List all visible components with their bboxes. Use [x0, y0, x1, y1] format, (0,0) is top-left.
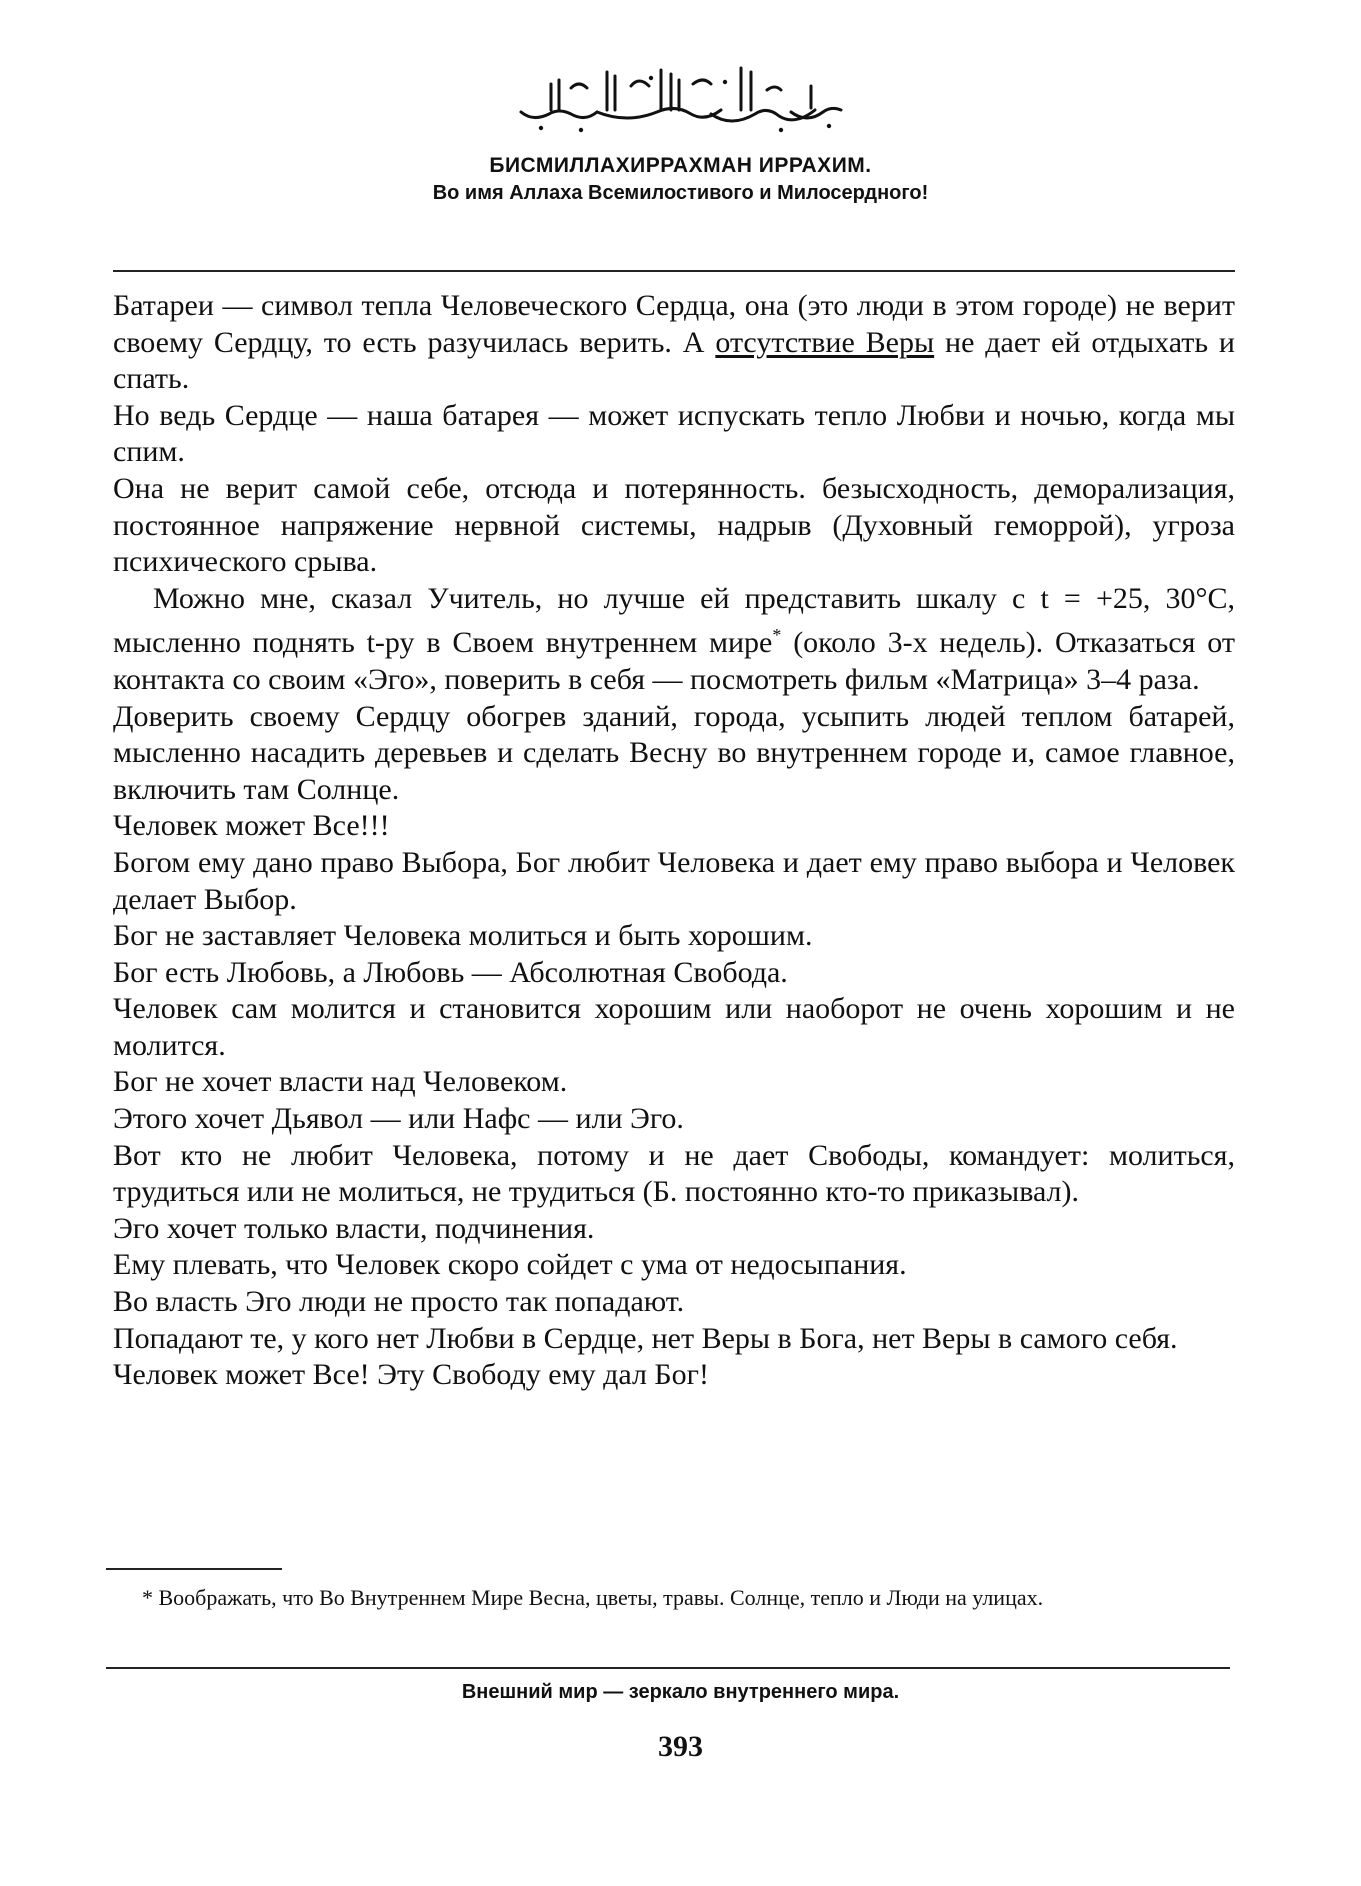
footnote: * Воображать, что Во Внутреннем Мире Весна, цветы, травы. Солнце, тепло и Люди на улицах. — [142, 1585, 1044, 1610]
paragraph: Бог есть Любовь, а Любовь — Абсолютная Свобода. — [113, 955, 788, 989]
paragraph — [113, 581, 1235, 699]
paragraph: Эго хочет только власти, подчинения. — [113, 1211, 595, 1245]
paragraph: Бог не заставляет Человека молиться и быть хорошим. — [113, 919, 813, 953]
paragraph-text: Можно мне, сказал Учитель, но лучше ей представить шкалу с t = +25, 30°С, мысленно поднять t-ру в Своем внутреннем мире — [113, 581, 1235, 660]
footer-divider — [106, 1667, 1230, 1669]
paragraph: Этого хочет Дьявол — или Нафс — или Эго. — [113, 1102, 684, 1136]
header-divider — [113, 270, 1235, 272]
basmala-calligraphy — [511, 60, 851, 140]
paragraph: Во власть Эго люди не просто так попадают. — [113, 1285, 685, 1319]
paragraph — [113, 288, 1235, 398]
paragraph: Богом ему дано право Выбора, Бог любит Человека и дает ему право выбора и Человек делает Выбор. — [113, 845, 1235, 916]
header-subtitle: Во имя Аллаха Всемилостивого и Милосердного! — [432, 182, 929, 204]
paragraph: Попадают те, у кого нет Любви в Сердце, нет Веры в Бога, нет Веры в самого себя. — [113, 1321, 1178, 1355]
underlined-phrase: отсутствие Веры — [715, 325, 935, 359]
paragraph: Человек может Все! Эту Свободу ему дал Бог! — [113, 1358, 709, 1392]
paragraph-text: (около 3-х недель). Отказаться от контакта со своим «Эго», поверить в себя — посмотреть фильм «Матрица» 3–4 раза. — [113, 626, 1235, 696]
running-footer: Внешний мир — зеркало внутреннего мира. — [461, 1681, 900, 1703]
footnote-divider — [106, 1568, 282, 1570]
page-number: 393 — [658, 1730, 703, 1763]
paragraph: Человек может Все!!! — [113, 809, 390, 843]
paragraph-text: не дает ей отдыхать и спать. — [113, 325, 1235, 396]
page-header — [0, 60, 1361, 205]
paragraph: Доверить своему Сердцу обогрев зданий, города, усыпить людей теплом батарей, мысленно насадить деревьев и сделать Весну во внутреннем городе и, самое главное, включить там Солнце. — [113, 699, 1235, 806]
paragraph: Ему плевать, что Человек скоро сойдет с ума от недосыпания. — [113, 1248, 907, 1282]
paragraph: Бог не хочет власти над Человеком. — [113, 1065, 568, 1099]
footnote-marker: * — [772, 625, 782, 646]
paragraph: Вот кто не любит Человека, потому и не дает Свободы, командует: молиться, трудиться или не молиться, не трудиться (Б. постоянно кто-то приказывал). — [113, 1138, 1235, 1209]
paragraph: Она не верит самой себе, отсюда и потерянность. безысходность, деморализация, постоянное напряжение нервной системы, надрыв (Духовный геморрой), угроза психического срыва. — [113, 471, 1235, 579]
paragraph-text: Батареи — символ тепла Человеческого Сердца, она (это люди в этом городе) не верит своему Сердцу, то есть разучилась верить. А — [113, 289, 1235, 359]
paragraph: Человек сам молится и становится хорошим или наоборот не очень хорошим и не молится. — [113, 992, 1235, 1062]
header-title: БИСМИЛЛАХИРРАХМАН ИРРАХИМ. — [489, 154, 872, 177]
paragraph: Но ведь Сердце — наша батарея — может испускать тепло Любви и ночью, когда мы спим. — [113, 398, 1235, 469]
body-text — [113, 288, 1235, 1394]
